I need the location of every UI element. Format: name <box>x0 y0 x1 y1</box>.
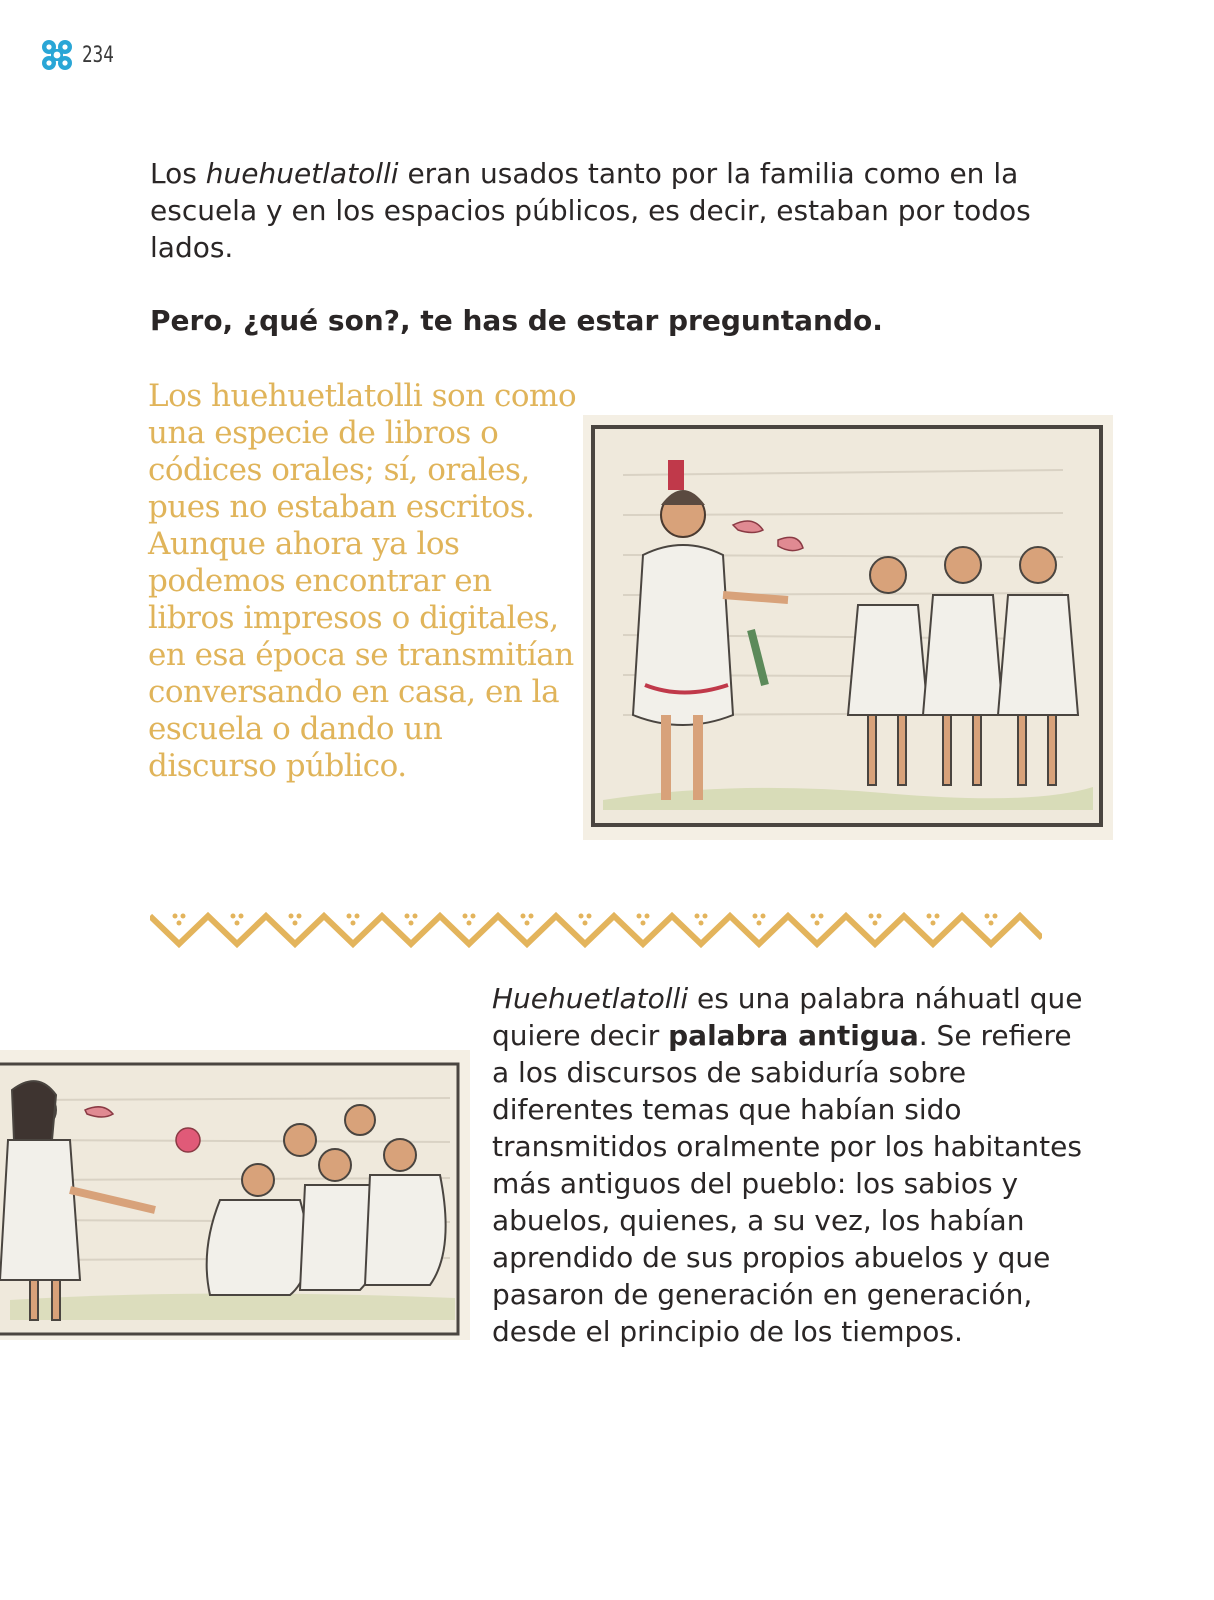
intro-paragraph <box>150 155 1050 266</box>
intro-text-start: Los <box>150 157 206 190</box>
intro-italic-term: huehuetlatolli <box>205 157 399 190</box>
page-number: 234 <box>82 42 114 68</box>
page-header <box>40 38 122 72</box>
callout-text: Los huehuetlatolli son como una especie de libros o códices orales; sí, orales, pues no estaban escritos. Aunque ahora ya los podemos encontrar en libros impresos o digitales, en esa época se transmitían conversando en casa, en la escuela o dando un discurso público. <box>148 378 577 784</box>
codex-elder-speaking-to-seated-group-illustration <box>0 1050 470 1340</box>
zigzag-divider <box>150 910 1042 950</box>
definition-text-end: . Se refiere a los discursos de sabiduría sobre diferentes temas que habían sido transmitidos oralmente por los habitantes más antiguos del pueblo: los sabios y abuelos, quienes, a su vez, los habían aprendido de sus propios abuelos y que pasaron de generación en generación, desde el principio de los tiempos. <box>492 1019 1082 1348</box>
flower-glyph-icon <box>40 38 74 72</box>
question-heading: Pero, ¿qué son?, te has de estar preguntando. <box>150 304 883 337</box>
definition-text-start: es una palabra náhuatl que quiere decir <box>492 982 1083 1052</box>
definition-bold-term: palabra antigua <box>668 1019 919 1052</box>
intro-text-end: eran usados tanto por la familia como en la escuela y en los espacios públicos, es decir, estaban por todos lados. <box>150 157 1031 264</box>
definition-paragraph <box>492 980 1092 1350</box>
definition-italic-term: Huehuetlatolli <box>492 982 689 1015</box>
codex-elder-speaking-to-youths-illustration <box>583 415 1113 840</box>
